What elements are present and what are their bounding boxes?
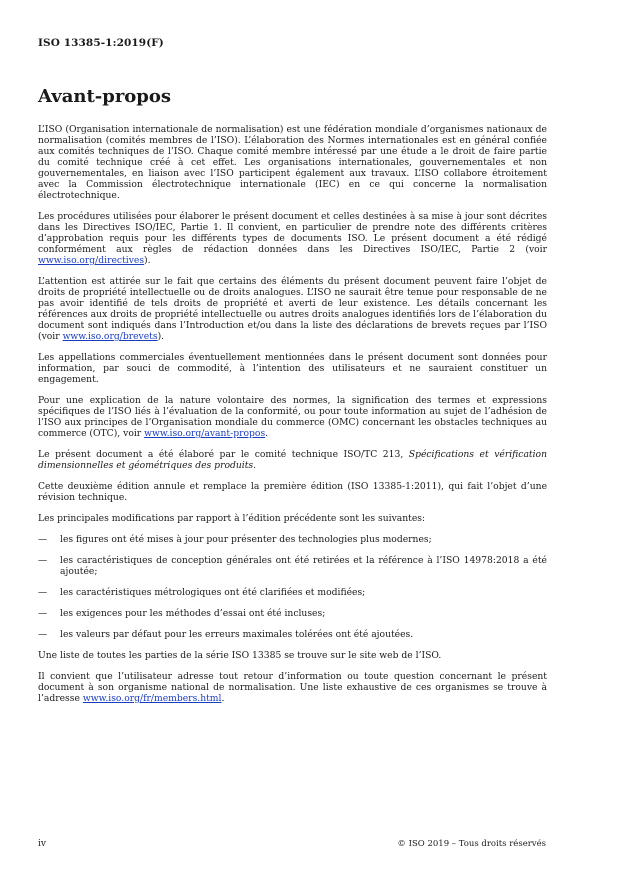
list-item: — les figures ont été mises à jour pour présenter des technologies plus modernes; <box>38 534 432 545</box>
copyright-notice: © ISO 2019 – Tous droits réservés <box>397 839 546 849</box>
paragraph-iso-intro: L’ISO (Organisation internationale de normalisation) est une fédération mondiale d’organismes nationaux de normalisation (comités membres de l’ISO). L’élaboration des Normes internationales est en général confiée aux comités techniques de l’ISO. Chaque comité membre intéressé par une étude a le droit de faire partie du comité technique créé à cet effet. Les organisations internationales, gouvernementales et non gouvernementales, en liaison avec l’ISO participent également aux travaux. L’ISO collabore étroitement avec la Commission électrotechnique internationale (IEC) en ce qui concerne la normalisation électrotechnique. <box>38 124 547 201</box>
paragraph-patents: L’attention est attirée sur le fait que certains des éléments du présent document peuvent faire l’objet de droits de propriété intellectuelle ou de droits analogues. L’ISO ne saurait être tenue pour responsable de ne pas avoir identifié de tels droits de propriété et averti de leur existence. Les détails concernant les références aux droits de propriété intellectuelle ou autres droits analogues identifiés lors de l’élaboration du document sont indiqués dans l’Introduction et/ou dans la liste des déclarations de brevets reçues par l’ISO (voir www.iso.org/brevets). <box>38 276 547 342</box>
list-item: — les caractéristiques métrologiques ont été clarifiées et modifiées; <box>38 587 366 598</box>
list-item: — les valeurs par défaut pour les erreurs maximales tolérées ont été ajoutées. <box>38 629 414 640</box>
dash-marker: — <box>38 629 48 640</box>
page-number: iv <box>38 839 46 849</box>
paragraph-edition: Cette deuxième édition annule et remplace la première édition (ISO 13385-1:2011), qui fait l’objet d’une révision technique. <box>38 481 547 503</box>
directives-link[interactable]: www.iso.org/directives <box>38 255 145 266</box>
paragraph-series-parts: Une liste de toutes les parties de la série ISO 13385 se trouve sur le site web de l’ISO. <box>38 650 442 661</box>
paragraph-procedures: Les procédures utilisées pour élaborer le présent document et celles destinées à sa mise à jour sont décrites dans les Directives ISO/IEC, Partie 1. Il convient, en particulier de prendre note des différents critères d’approbation requis pour les différents types de documents ISO. Le présent document a été rédigé conformément aux règles de rédaction données dans les Directives ISO/IEC, Partie 2 (voir www.iso.org/directives). <box>38 211 547 266</box>
dash-marker: — <box>38 534 48 545</box>
document-reference: ISO 13385-1:2019(F) <box>38 37 164 49</box>
paragraph-voluntary-nature: Pour une explication de la nature volontaire des normes, la signification des termes et expressions spécifiques de l’ISO liés à l’évaluation de la conformité, ou pour toute information au sujet de l’adhésion de l’ISO aux principes de l’Organisation mondiale du commerce (OMC) concernant les obstacles techniques au commerce (OTC), voir www.iso.org/avant-propos. <box>38 395 547 439</box>
dash-marker: — <box>38 608 48 619</box>
changes-list <box>38 534 547 640</box>
document-body <box>38 124 547 714</box>
paragraph-trade-names: Les appellations commerciales éventuellement mentionnées dans le présent document sont données pour information, par souci de commodité, à l’intention des utilisateurs et ne sauraient constituer un engagement. <box>38 352 547 385</box>
section-title: Avant-propos <box>38 86 172 107</box>
committee-title: Spécifications et vérification dimensionnelles et géométriques des produits <box>38 449 547 471</box>
dash-marker: — <box>38 587 48 598</box>
foreword-link[interactable]: www.iso.org/avant-propos <box>144 428 266 439</box>
paragraph-changes-intro: Les principales modifications par rapport à l’édition précédente sont les suivantes: <box>38 513 426 524</box>
paragraph-committee: Le présent document a été élaboré par le comité technique ISO/TC 213, Spécifications et vérification dimensionnelles et géométriques des produits. <box>38 449 547 471</box>
list-item: — les caractéristiques de conception générales ont été retirées et la référence à l’ISO 14978:2018 a été ajoutée; <box>38 555 547 577</box>
patents-link[interactable]: www.iso.org/brevets <box>62 331 158 342</box>
paragraph-feedback: Il convient que l’utilisateur adresse tout retour d’information ou toute question concernant le présent document à son organisme national de normalisation. Une liste exhaustive de ces organismes se trouve à l’adresse www.iso.org/fr/members.html. <box>38 671 547 704</box>
dash-marker: — <box>38 555 48 566</box>
members-link[interactable]: www.iso.org/fr/members.html <box>82 693 222 704</box>
list-item: — les exigences pour les méthodes d’essai ont été incluses; <box>38 608 326 619</box>
